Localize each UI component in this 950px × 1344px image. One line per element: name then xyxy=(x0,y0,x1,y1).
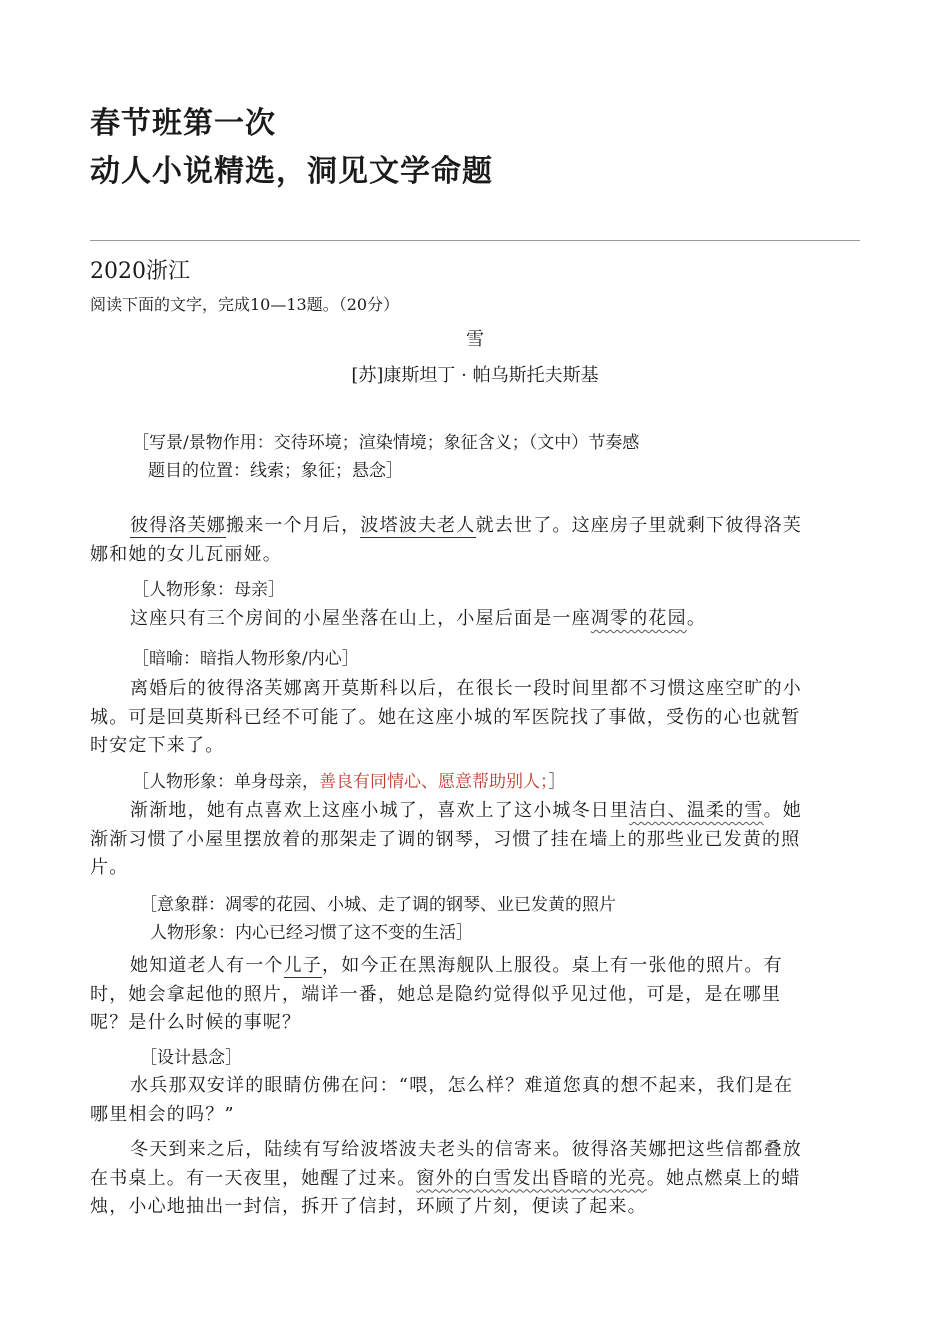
paragraph-6: 水兵那双安详的眼睛仿佛在问：“喂，怎么样？难道您真的想不起来，我们是在 哪里相会的吗？” xyxy=(90,1075,794,1125)
wavy-underline-snow: 洁白、温柔的雪 xyxy=(629,800,764,821)
annotation-suspense: ［设计悬念］ xyxy=(140,1048,242,1068)
annotation-metaphor: ［暗喻：暗指人物形象/内心］ xyxy=(132,649,359,669)
wavy-underline-window-snow: 窗外的白雪发出昏暗的光亮 xyxy=(416,1167,647,1189)
annotation-scenery-1: ［写景/景物作用：交待环境；渲染情境；象征含义；（文中）节奏感 xyxy=(132,433,640,453)
story-author: [苏]康斯坦丁 · 帕乌斯托夫斯基 xyxy=(351,365,599,386)
wavy-underline-garden: 凋零的花园 xyxy=(590,608,687,629)
paragraph-3: 离婚后的彼得洛芙娜离开莫斯科以后，在很长一段时间里都不习惯这座空旷的小 城。可是回莫斯科已经不可能了。她在这座小城的军医院找了事做，受伤的心也就暂 时安定下来了。 xyxy=(90,678,802,756)
paragraph-4: 渐渐地，她有点喜欢上这座小城了，喜欢上了这小城冬日里洁白、温柔的雪。她 渐渐习惯了小屋里摆放着的那架走了调的钢琴，习惯了挂在墙上的那些业已发黄的照 片。 xyxy=(90,800,803,878)
divider xyxy=(90,240,860,241)
paragraph-5: 她知道老人有一个儿子，如今正在黑海舰队上服役。桌上有一张他的照片。有 时，她会拿起他的照片，端详一番，她总是隐约觉得似乎见过他，可是，是在哪里 呢？是什么时候的事呢？ xyxy=(90,955,783,1033)
annotation-character-habit: 人物形象：内心已经习惯了这不变的生活］ xyxy=(150,923,473,943)
annotation-imagery: ［意象群：凋零的花园、小城、走了调的钢琴、业已发黄的照片 xyxy=(140,895,616,915)
paragraph-2: 这座只有三个房间的小屋坐落在山上，小屋后面是一座凋零的花园。 xyxy=(130,608,707,629)
highlighted-trait: 善良有同情心、愿意帮助别人； xyxy=(319,772,549,792)
annotation-scenery-2: 题目的位置：线索；象征；悬念］ xyxy=(148,461,403,481)
exam-year-label: 2020浙江 xyxy=(90,259,190,284)
paragraph-7: 冬天到来之后，陆续有写给波塔波夫老头的信寄来。彼得洛芙娜把这些信都叠放 在书桌上。有一天夜里，她醒了过来。窗外的白雪发出昏暗的光亮。她点燃桌上的蜡 烛，小心地抽出一封信，拆开了信封，环顾了片刻，便读了起来。 xyxy=(90,1139,802,1217)
story-title: 雪 xyxy=(466,329,484,350)
reading-instruction: 阅读下面的文字，完成10—13题。（20分） xyxy=(90,295,400,314)
underlined-son: 儿子 xyxy=(283,955,323,976)
annotation-character-mother: ［人物形象：母亲］ xyxy=(132,580,285,600)
annotation-character-single-mother: ［人物形象：单身母亲，善良有同情心、愿意帮助别人；］ xyxy=(132,772,566,792)
paragraph-1: 彼得洛芙娜搬来一个月后，波塔波夫老人就去世了。这座房子里就剩下彼得洛芙 娜和她的女儿瓦丽娅。 xyxy=(90,515,803,565)
underlined-name-potapov: 波塔波夫老人 xyxy=(360,515,476,536)
page-title-line-1: 春节班第一次 xyxy=(90,106,276,141)
underlined-name-petrovna: 彼得洛芙娜 xyxy=(130,515,226,536)
page-title-line-2: 动人小说精选，洞见文学命题 xyxy=(90,154,493,189)
